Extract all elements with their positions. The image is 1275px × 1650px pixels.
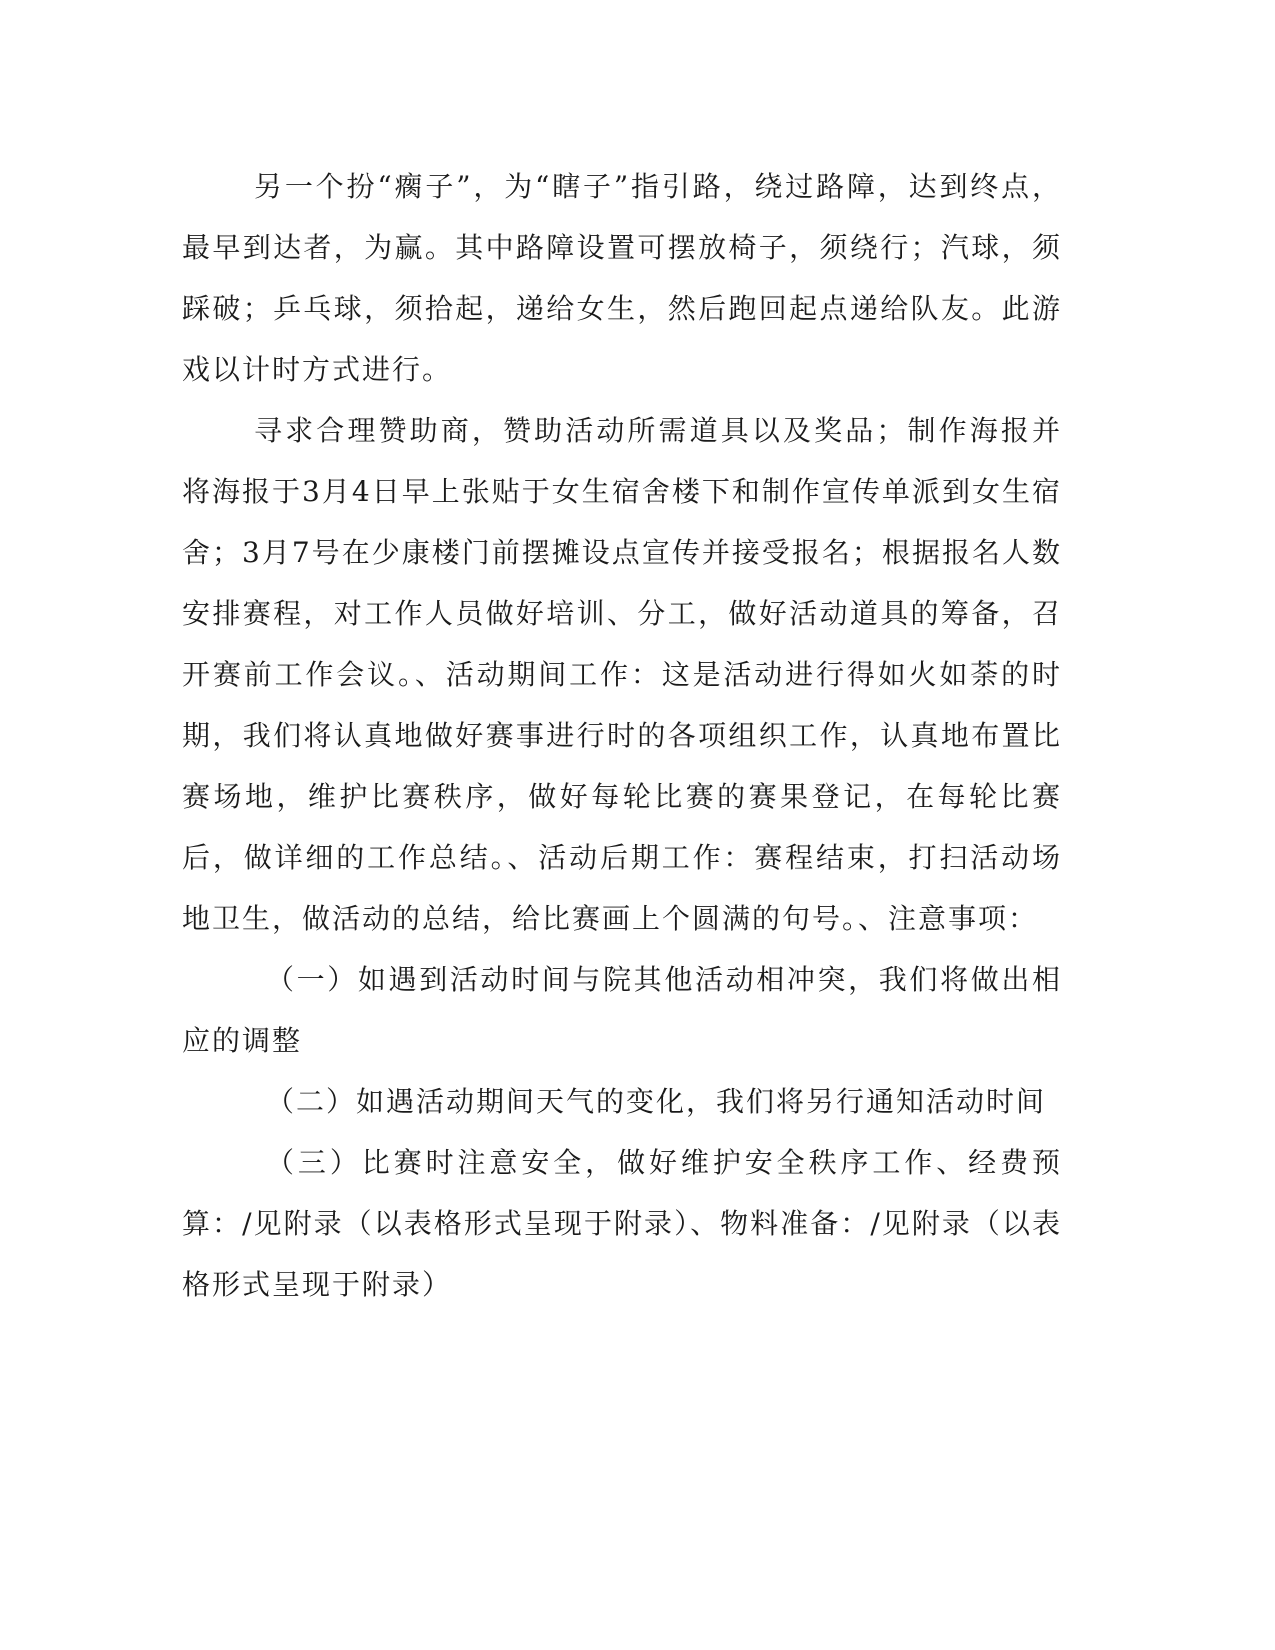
document-page <box>182 156 1062 1315</box>
note-item-1: （一）如遇到活动时间与院其他活动相冲突，我们将做出相应的调整 <box>182 963 1062 1057</box>
note-item-3: （三）比赛时注意安全，做好维护安全秩序工作、经费预算：/见附录（以表格形式呈现于附录）、物料准备：/见附录（以表格形式呈现于附录） <box>182 1146 1062 1301</box>
paragraph-game-rules: 另一个扮“瘸子”，为“瞎子”指引路，绕过路障，达到终点，最早到达者，为赢。其中路障设置可摆放椅子，须绕行；汽球，须踩破；乒乓球，须拾起，递给女生，然后跑回起点递给队友。此游戏以计时方式进行。 <box>182 170 1062 386</box>
paragraph-preparation-work: 寻求合理赞助商，赞助活动所需道具以及奖品；制作海报并将海报于3月4日早上张贴于女生宿舍楼下和制作宣传单派到女生宿舍；3月7号在少康楼门前摆摊设点宣传并接受报名；根据报名人数安排赛程，对工作人员做好培训、分工，做好活动道具的筹备，召开赛前工作会议。、活动期间工作：这是活动进行得如火如荼的时期，我们将认真地做好赛事进行时的各项组织工作，认真地布置比赛场地，维护比赛秩序，做好每轮比赛的赛果登记，在每轮比赛后，做详细的工作总结。、活动后期工作：赛程结束，打扫活动场地卫生，做活动的总结，给比赛画上个圆满的句号。、注意事项： <box>182 414 1062 935</box>
note-item-2: （二）如遇活动期间天气的变化，我们将另行通知活动时间 <box>266 1085 1047 1118</box>
